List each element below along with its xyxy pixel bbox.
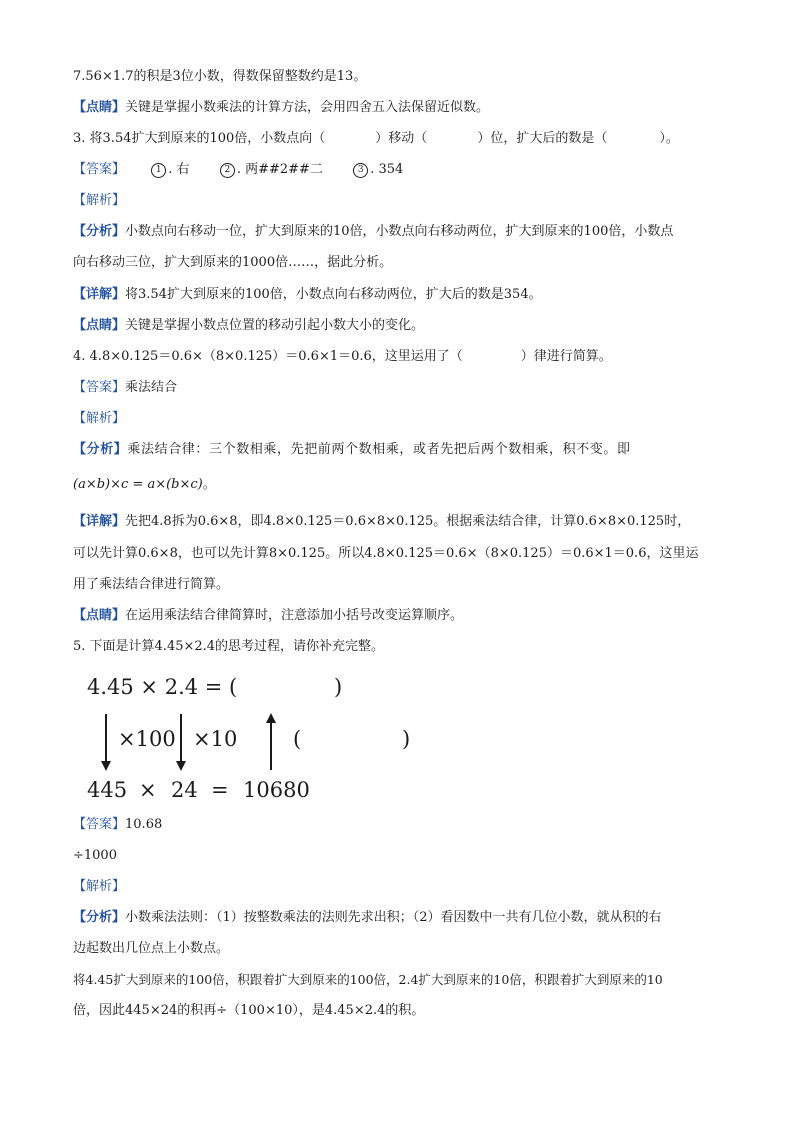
xiangjie-text: 将3.54扩大到原来的100倍，小数点向右移动两位，扩大后的数是354。 xyxy=(125,287,542,302)
associative-law-formula: (a×b)×c = a×(b×c) xyxy=(73,477,203,492)
q3-part-d: ）。 xyxy=(659,131,679,146)
jiexi-tag: 【解析】 xyxy=(73,411,126,426)
dianjing-tag: 【点睛】 xyxy=(73,100,126,115)
formula-end: 。 xyxy=(202,477,216,492)
jiexi-4 xyxy=(73,410,125,428)
answer-text: 乘法结合 xyxy=(125,380,178,395)
diagram-mul100: ×100 xyxy=(118,727,176,751)
answer-3 xyxy=(73,161,403,179)
fenxi-text: 小数点向右移动一位，扩大到原来的10倍，小数点向右移动两位，扩大到原来的100倍，小数点 xyxy=(125,224,674,239)
answer-text: 10.68 xyxy=(125,817,163,832)
jiexi-5 xyxy=(73,878,125,896)
option-number-2: 2 xyxy=(220,163,235,178)
q4-part-b: ）律进行简算。 xyxy=(520,349,612,364)
answer-tag: 【答案】 xyxy=(73,817,126,832)
diagram-bottom-result: 10680 xyxy=(243,778,310,802)
xiangjie-text: 用了乘法结合律进行简算。 xyxy=(73,577,230,592)
fenxi-5-line2 xyxy=(73,940,229,958)
prev-conclusion: 7.56×1.7的积是3位小数，得数保留整数约是13。 xyxy=(73,69,367,84)
q3-part-b: ）移动（ xyxy=(375,131,428,146)
q5-text: 5. 下面是计算4.45×2.4的思考过程，请你补充完整。 xyxy=(73,639,385,654)
fenxi-3-line1 xyxy=(73,223,673,241)
q3-part-c: ）位，扩大后的数是（ xyxy=(477,131,608,146)
answer-option-1: . 右 xyxy=(168,162,190,177)
fenxi-4-formula xyxy=(73,476,216,494)
answer-text-2: ÷1000 xyxy=(73,848,117,863)
xiangjie-tag: 【详解】 xyxy=(73,287,126,302)
dianjing-tag: 【点睛】 xyxy=(73,608,126,623)
answer-5 xyxy=(73,816,162,834)
q3-part-a: 3. 将3.54扩大到原来的100倍，小数点向（ xyxy=(73,131,326,146)
dianjing-line xyxy=(73,99,489,117)
fenxi-5-line3 xyxy=(73,971,663,989)
diagram-top-close-paren: ) xyxy=(334,675,343,699)
text-line xyxy=(73,68,366,86)
diagram-bottom-times: × xyxy=(139,778,157,802)
option-number-1: 1 xyxy=(151,163,166,178)
fenxi-text: 向右移动三位，扩大到原来的1000倍……，据此分析。 xyxy=(73,255,393,270)
fenxi-tag: 【分析】 xyxy=(73,442,128,457)
diagram-mid-close-paren: ) xyxy=(402,727,411,751)
fenxi-tag: 【分析】 xyxy=(73,910,126,925)
dianjing-text: 关键是掌握小数乘法的计算方法，会用四舍五入法保留近似数。 xyxy=(125,100,490,115)
fenxi-5-line1 xyxy=(73,909,662,927)
answer-5-line2 xyxy=(73,847,117,865)
diagram-bottom-b: 24 xyxy=(171,778,198,802)
dianjing-text: 在运用乘法结合律简算时，注意添加小括号改变运算顺序。 xyxy=(125,608,464,623)
jiexi-3 xyxy=(73,192,125,210)
answer-tag: 【答案】 xyxy=(73,162,126,177)
diagram-mid-open-paren: ( xyxy=(293,727,302,751)
fenxi-text: 乘法结合律：三个数相乘，先把前两个数相乘，或者先把后两个数相乘，积不变。即 xyxy=(127,442,631,457)
answer-4 xyxy=(73,379,177,397)
xiangjie-text: 先把4.8拆为0.6×8，即4.8×0.125＝0.6×8×0.125。根据乘法结合律，计算0.6×8×0.125时， xyxy=(125,514,691,529)
q4-part-a: 4. 4.8×0.125＝0.6×（8×0.125）＝0.6×1＝0.6，这里运用了（ xyxy=(73,349,463,364)
dianjing-tag: 【点睛】 xyxy=(73,318,126,333)
jiexi-tag: 【解析】 xyxy=(73,193,126,208)
question-5 xyxy=(73,638,384,656)
fenxi-4-line1 xyxy=(73,441,631,459)
fenxi-text: 小数乘法法则：（1）按整数乘法的法则先求出积；（2）看因数中一共有几位小数，就从积的右 xyxy=(125,910,662,925)
answer-option-2: . 两##2##二 xyxy=(236,162,323,177)
diagram-bottom-a: 445 xyxy=(87,778,128,802)
dianjing-3 xyxy=(73,317,424,335)
question-3 xyxy=(73,130,679,148)
xiangjie-3 xyxy=(73,286,542,304)
dianjing-text: 关键是掌握小数点位置的移动引起小数大小的变化。 xyxy=(125,318,425,333)
diagram-bottom-eq: = xyxy=(211,778,229,802)
answer-option-3: . 354 xyxy=(370,162,404,177)
fenxi-text: 边起数出几位点上小数点。 xyxy=(73,941,230,956)
diagram-mul10: ×10 xyxy=(193,727,238,751)
dianjing-4 xyxy=(73,607,463,625)
fenxi-text: 倍，因此445×24的积再÷（100×10），是4.45×2.4的积。 xyxy=(73,1003,425,1018)
jiexi-tag: 【解析】 xyxy=(73,879,126,894)
diagram-top-expression: 4.45 × 2.4 = ( xyxy=(87,675,238,699)
xiangjie-4-line1 xyxy=(73,513,690,531)
fenxi-5-line4 xyxy=(73,1002,424,1020)
fenxi-3-line2 xyxy=(73,254,392,272)
xiangjie-text: 可以先计算0.6×8，也可以先计算8×0.125。所以4.8×0.125＝0.6×（8×0.125）＝0.6×1＝0.6，这里运 xyxy=(73,546,699,561)
fenxi-text: 将4.45扩大到原来的100倍，积跟着扩大到原来的100倍，2.4扩大到原来的10倍，积跟着扩大到原来的10 xyxy=(73,972,663,987)
xiangjie-4-line2 xyxy=(73,545,698,563)
option-number-3: 3 xyxy=(353,163,368,178)
xiangjie-tag: 【详解】 xyxy=(73,514,126,529)
answer-tag: 【答案】 xyxy=(73,380,126,395)
fenxi-tag: 【分析】 xyxy=(73,224,126,239)
question-4 xyxy=(73,348,612,366)
xiangjie-4-line3 xyxy=(73,576,229,594)
